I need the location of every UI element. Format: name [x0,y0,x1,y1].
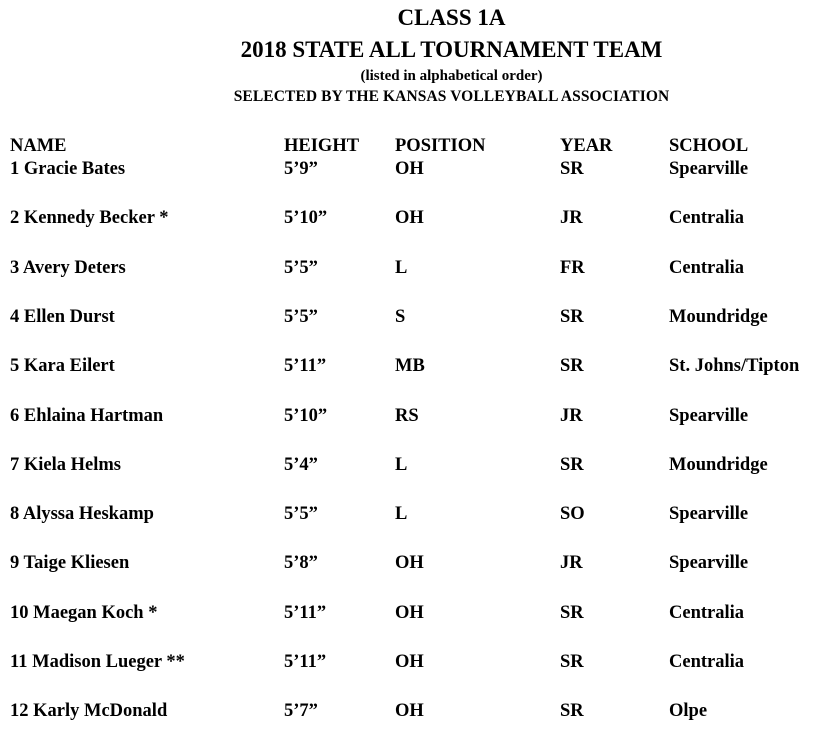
player-position: OH [395,159,424,179]
table-row [0,503,825,527]
selection-note: SELECTED BY THE KANSAS VOLLEYBALL ASSOCIATION [233,88,670,105]
table-row [0,355,825,379]
player-height: 5’11” [284,652,327,672]
player-name: 10 Maegan Koch * [10,603,158,623]
player-height: 5’10” [284,406,328,426]
player-height: 5’11” [284,603,327,623]
player-school: Centralia [669,603,745,623]
player-height: 5’5” [284,258,318,278]
player-year: JR [560,553,583,573]
player-name: 8 Alyssa Heskamp [10,504,154,524]
player-school: Spearville [669,406,749,426]
player-name: 1 Gracie Bates [10,159,126,179]
player-year: SR [560,652,584,672]
player-position: L [395,455,408,475]
player-position: L [395,258,408,278]
player-year: SR [560,159,584,179]
table-row [0,405,825,429]
player-name: 5 Kara Eilert [10,356,115,376]
player-school: Centralia [669,652,745,672]
ordering-note: (listed in alphabetical order) [360,68,543,84]
column-header-position: POSITION [395,136,486,156]
table-row [0,207,825,231]
player-height: 5’11” [284,356,327,376]
player-year: SR [560,701,584,721]
document-subtitle: 2018 STATE ALL TOURNAMENT TEAM [240,37,663,62]
column-header-name: NAME [10,136,67,156]
player-name: 7 Kiela Helms [10,455,121,475]
player-height: 5’5” [284,504,318,524]
player-position: L [395,504,408,524]
player-school: Spearville [669,504,749,524]
player-name: 12 Karly McDonald [10,701,168,721]
document-title: CLASS 1A [397,5,506,30]
table-row [0,257,825,281]
player-position: OH [395,208,424,228]
player-name: 6 Ehlaina Hartman [10,406,164,426]
table-header-row [0,135,825,159]
player-year: SR [560,356,584,376]
table-row [0,306,825,330]
player-name: 9 Taige Kliesen [10,553,130,573]
player-year: JR [560,406,583,426]
table-row [0,602,825,626]
player-year: SR [560,455,584,475]
player-name: 4 Ellen Durst [10,307,115,327]
player-school: Centralia [669,258,745,278]
player-height: 5’5” [284,307,318,327]
player-name: 11 Madison Lueger ** [10,652,185,672]
player-school: Olpe [669,701,708,721]
player-year: SO [560,504,585,524]
player-school: Spearville [669,553,749,573]
player-height: 5’9” [284,159,318,179]
player-year: SR [560,307,584,327]
player-school: St. Johns/Tipton [669,356,800,376]
table-row [0,454,825,478]
table-row [0,651,825,675]
player-school: Spearville [669,159,749,179]
player-school: Moundridge [669,307,768,327]
player-height: 5’10” [284,208,328,228]
player-height: 5’7” [284,701,318,721]
player-height: 5’4” [284,455,318,475]
player-position: S [395,307,406,327]
player-position: RS [395,406,419,426]
player-year: JR [560,208,583,228]
player-position: OH [395,603,424,623]
player-position: MB [395,356,425,376]
player-school: Centralia [669,208,745,228]
player-school: Moundridge [669,455,768,475]
table-row [0,552,825,576]
player-year: SR [560,603,584,623]
player-position: OH [395,553,424,573]
player-name: 3 Avery Deters [10,258,126,278]
player-height: 5’8” [284,553,318,573]
column-header-year: YEAR [560,136,613,156]
table-row [0,158,825,182]
player-name: 2 Kennedy Becker * [10,208,169,228]
table-row [0,700,825,724]
column-header-school: SCHOOL [669,136,749,156]
player-year: FR [560,258,585,278]
player-position: OH [395,701,424,721]
column-header-height: HEIGHT [284,136,360,156]
player-position: OH [395,652,424,672]
